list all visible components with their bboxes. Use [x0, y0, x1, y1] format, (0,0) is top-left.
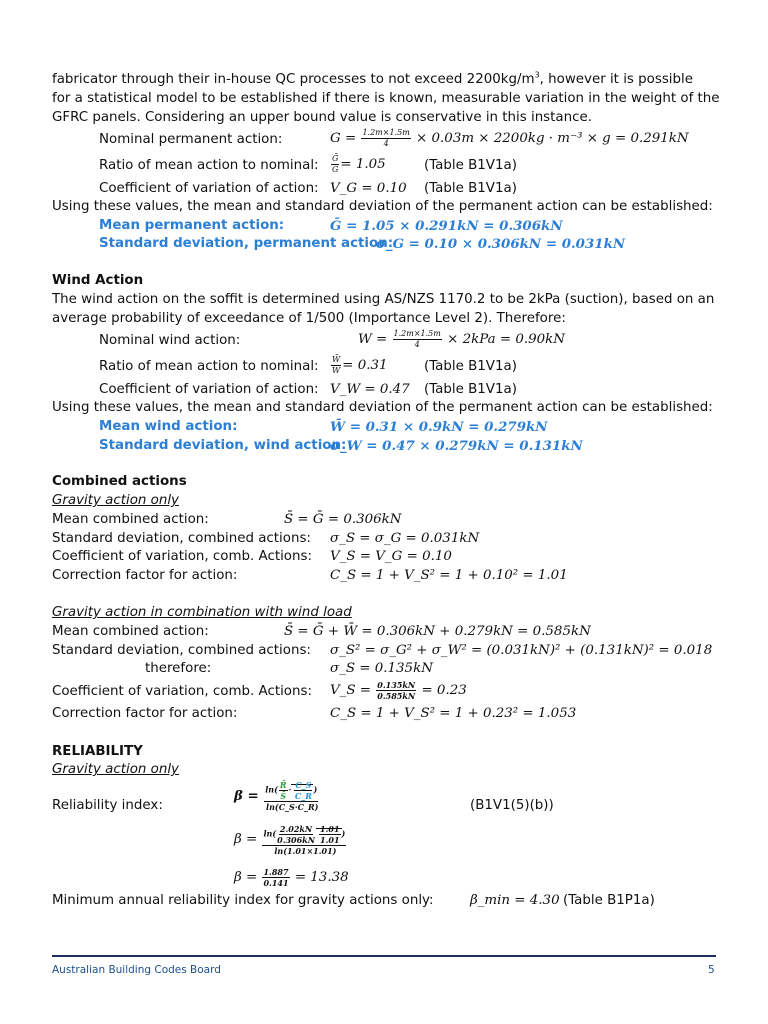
perm-cov-ref: (Table B1V1a)	[424, 181, 517, 196]
wind-mean-value: W̄ = 0.31 × 0.9kN = 0.279kN	[330, 419, 548, 435]
combined-heading: Combined actions	[52, 474, 187, 489]
wind-cov-value: V_W = 0.47	[330, 382, 410, 397]
combined-wind-subheading: Gravity action in combination with wind load	[52, 605, 352, 620]
reliability-index-ref: (B1V1(5)(b))	[470, 798, 554, 813]
page-number: 5	[708, 964, 715, 976]
intro-line-2: for a statistical model to be established if there is known, measurable variation in the weight of the	[52, 91, 720, 106]
reliability-formula: β = ln( $\frac{R̄}{S̄}$ · $\frac{C\_S}{C\_R}$ ) ln(C_S·C_R)	[234, 780, 319, 812]
perm-mean-value: Ḡ = 1.05 × 0.291kN = 0.306kN	[330, 218, 563, 234]
wind-cov-ref: (Table B1V1a)	[424, 382, 517, 397]
footer-org: Australian Building Codes Board	[52, 964, 221, 976]
wind-sd-label: Standard deviation, wind action:	[99, 438, 347, 453]
footer-rule	[52, 955, 716, 957]
reliability-result: β = $\frac{1.887}{0.141}$ = 13.38	[234, 867, 349, 888]
perm-nominal-equation: G = $\frac{1.2m\times 1.5m}{4}$ × 0.03m × 2200kg · m⁻³ × g = 0.291kN	[330, 128, 689, 148]
min-reliability-ref: (Table B1P1a)	[563, 893, 655, 908]
wind-nominal-equation: W = $\frac{1.2m\times 1.5m}{4}$ × 2kPa = 0.90kN	[358, 329, 565, 349]
perm-ratio-equation: $\frac{\text{Ḡ}}{G}$ = 1.05	[332, 154, 386, 174]
perm-summary: Using these values, the mean and standard deviation of the permanent action can be established:	[52, 199, 713, 214]
g-sd-value: σ_S = σ_G = 0.031kN	[330, 531, 480, 546]
intro-line-1: fabricator through their in-house QC processes to not exceed $2200kg/m^3$, however it is possible	[52, 70, 693, 87]
w-sd-value: σ_S² = σ_G² + σ_W² = (0.031kN)² + (0.131kN)² = 0.018	[330, 643, 713, 658]
g-cov-value: V_S = V_G = 0.10	[330, 549, 452, 564]
wind-desc-2: average probability of exceedance of 1/500 (Importance Level 2). Therefore:	[52, 311, 566, 326]
g-cf-label: Correction factor for action:	[52, 568, 238, 583]
g-mean-label: Mean combined action:	[52, 512, 209, 527]
w-cov-equation: V_S = $\frac{0.135kN}{0.585kN}$ = 0.23	[330, 680, 467, 701]
perm-mean-label: Mean permanent action:	[99, 218, 285, 233]
reliability-substitution: β = ln( $\frac{2.02kN}{0.306kN}$ $\frac{1.01}{1.01}$ ) ln(1.01×1.01)	[234, 824, 346, 856]
g-cov-label: Coefficient of variation, comb. Actions:	[52, 549, 312, 564]
wind-sd-value: σ_W = 0.47 × 0.279kN = 0.131kN	[330, 438, 583, 454]
perm-cov-value: V_G = 0.10	[330, 181, 407, 196]
wind-ratio-ref: (Table B1V1a)	[424, 359, 517, 374]
g-mean-value: S̄ = Ḡ = 0.306kN	[284, 512, 402, 527]
wind-heading: Wind Action	[52, 273, 144, 288]
w-therefore-value: σ_S = 0.135kN	[330, 661, 433, 676]
perm-nominal-label: Nominal permanent action:	[99, 132, 283, 147]
wind-nominal-label: Nominal wind action:	[99, 333, 241, 348]
intro-line-3: GFRC panels. Considering an upper bound value is conservative in this instance.	[52, 110, 592, 125]
wind-summary: Using these values, the mean and standard deviation of the permanent action can be established:	[52, 400, 713, 415]
reliability-subheading: Gravity action only	[52, 762, 179, 777]
min-reliability-label: Minimum annual reliability index for gravity actions only:	[52, 893, 434, 908]
w-cov-label: Coefficient of variation, comb. Actions:	[52, 684, 312, 699]
g-cf-value: C_S = 1 + V_S² = 1 + 0.10² = 1.01	[330, 568, 568, 583]
min-reliability-value: β_min = 4.30	[470, 893, 560, 908]
perm-sd-label: Standard deviation, permanent action:	[99, 236, 394, 251]
wind-ratio-label: Ratio of mean action to nominal:	[99, 359, 319, 374]
perm-ratio-ref: (Table B1V1a)	[424, 158, 517, 173]
wind-mean-label: Mean wind action:	[99, 419, 238, 434]
wind-ratio-equation: $\frac{W̄}{W}$ = 0.31	[332, 355, 388, 375]
combined-gravity-subheading: Gravity action only	[52, 493, 179, 508]
w-cf-label: Correction factor for action:	[52, 706, 238, 721]
reliability-index-label: Reliability index:	[52, 798, 163, 813]
w-mean-value: S̄ = Ḡ + W̄ = 0.306kN + 0.279kN = 0.585kN	[284, 624, 591, 639]
g-sd-label: Standard deviation, combined actions:	[52, 531, 311, 546]
wind-desc-1: The wind action on the soffit is determined using AS/NZS 1170.2 to be 2kPa (suction), based on an	[52, 292, 715, 307]
w-therefore-label: therefore:	[145, 661, 212, 676]
perm-ratio-label: Ratio of mean action to nominal:	[99, 158, 319, 173]
w-mean-label: Mean combined action:	[52, 624, 209, 639]
perm-cov-label: Coefficient of variation of action:	[99, 181, 319, 196]
w-sd-label: Standard deviation, combined actions:	[52, 643, 311, 658]
wind-cov-label: Coefficient of variation of action:	[99, 382, 319, 397]
reliability-heading: RELIABILITY	[52, 744, 143, 759]
w-cf-value: C_S = 1 + V_S² = 1 + 0.23² = 1.053	[330, 706, 577, 721]
perm-sd-value: σ_G = 0.10 × 0.306kN = 0.031kN	[376, 236, 626, 252]
